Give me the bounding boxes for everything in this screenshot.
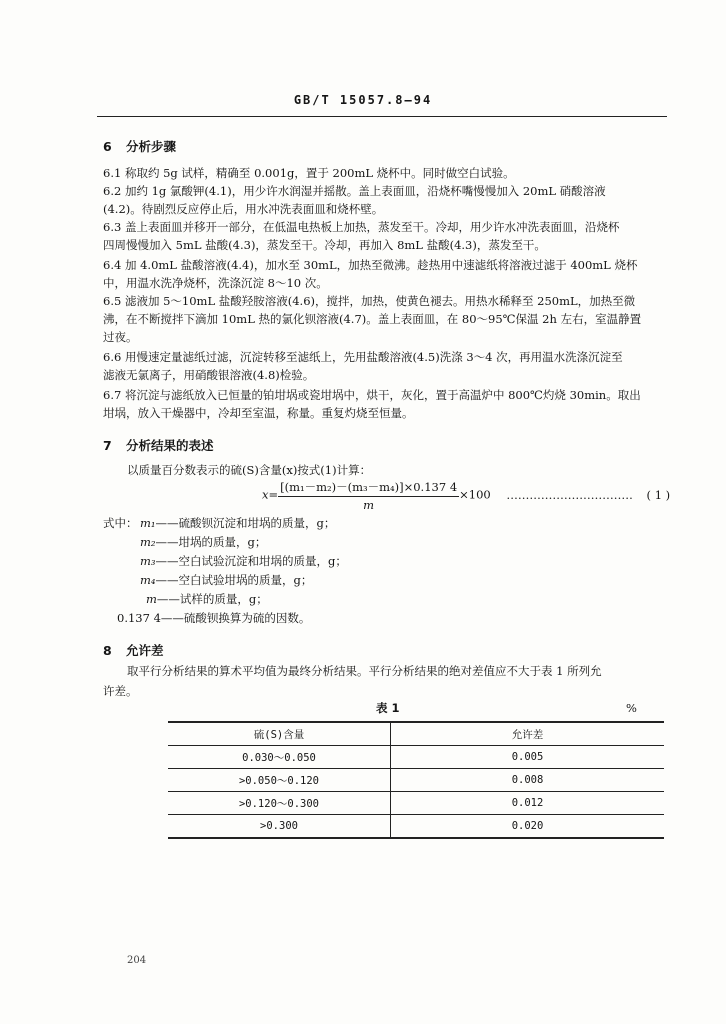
var-m4 <box>140 571 312 589</box>
formula-tail: ×100 <box>459 487 491 502</box>
formula-denominator: m <box>363 498 375 512</box>
var-factor-symbol: 0.137 4 <box>117 611 161 625</box>
step-6-6: 6.6 用慢速定量滤纸过滤，沉淀转移至滤纸上，先用盐酸溶液(4.5)洗涤 3～4 次，再用温水洗涤沉淀至 <box>103 350 623 364</box>
table-caption: 表 1 <box>376 701 400 715</box>
cell-content-range: >0.050～0.120 <box>168 769 391 792</box>
var-m4-desc: ——空白试验坩埚的质量，g； <box>155 573 313 587</box>
header-tolerance: 允许差 <box>511 728 544 741</box>
section-7-number: 7 <box>103 438 112 453</box>
var-m2 <box>140 533 266 551</box>
section-6-title: 分析步骤 <box>126 139 177 154</box>
step-6-6-cont: 滤液无氯离子，用硝酸银溶液(4.8)检验。 <box>103 368 315 382</box>
step-6-4-cont: 中，用温水洗净烧杯，洗涤沉淀 8～10 次。 <box>103 276 328 290</box>
table-row <box>168 769 664 792</box>
cell-content-range: >0.120～0.300 <box>168 792 391 815</box>
section-6-heading <box>103 137 176 155</box>
step-6-3-cont: 四周慢慢加入 5mL 盐酸(4.3)，蒸发至干。冷却，再加入 8mL 盐酸(4.3)，蒸发至干。 <box>103 238 546 252</box>
tolerance-text-cont: 许差。 <box>103 684 138 698</box>
cell-content-range: >0.300 <box>168 815 391 839</box>
cell-tolerance: 0.012 <box>511 797 544 809</box>
formula-1 <box>262 479 670 512</box>
step-6-4: 6.4 加 4.0mL 盐酸溶液(4.4)，加水至 30mL，加热至微沸。趁热用中速滤纸将溶液过滤于 400mL 烧杯 <box>103 258 638 272</box>
step-6-2-cont: (4.2)。待剧烈反应停止后，用水冲洗表面皿和烧杯壁。 <box>103 202 384 216</box>
section-7-heading <box>103 436 214 454</box>
var-m1 <box>140 514 335 532</box>
formula-fraction <box>278 479 459 512</box>
var-factor-desc: ——硫酸钡换算为硫的因数。 <box>160 611 311 625</box>
step-6-7-cont: 坩埚，放入干燥器中，冷却至室温，称量。重复灼烧至恒量。 <box>103 406 414 420</box>
section-8-number: 8 <box>103 643 112 658</box>
header-rule <box>97 116 667 117</box>
var-m1-desc: ——硫酸钡沉淀和坩埚的质量，g； <box>155 516 336 530</box>
formula-equation-number: ( 1 ) <box>646 487 671 502</box>
var-m2-desc: ——坩埚的质量，g； <box>155 535 267 549</box>
cell-tolerance: 0.008 <box>511 774 544 786</box>
cell-tolerance: 0.020 <box>511 820 544 832</box>
table-row <box>168 815 664 839</box>
var-m3-desc: ——空白试验沉淀和坩埚的质量，g； <box>155 554 347 568</box>
section-8-heading <box>103 641 164 659</box>
var-factor <box>117 609 310 627</box>
formula-dots: …………………………… <box>506 487 633 502</box>
formula-intro: 以质量百分数表示的硫(S)含量(x)按式(1)计算： <box>127 463 372 477</box>
cell-content-range: 0.030～0.050 <box>168 746 391 769</box>
step-6-1: 6.1 称取约 5g 试样，精确至 0.001g，置于 200mL 烧杯中。同时做空白试验。 <box>103 166 515 180</box>
var-m2-symbol: m₂ <box>140 535 156 549</box>
header-sulfur-content: 硫(S)含量 <box>168 722 391 746</box>
step-6-2: 6.2 加约 1g 氯酸钾(4.1)，用少许水润湿并摇散。盖上表面皿，沿烧杯嘴慢慢加入 20mL 硝酸溶液 <box>103 184 606 198</box>
var-m-desc: ——试样的质量，g； <box>156 592 268 606</box>
table-row <box>168 746 664 769</box>
page-number: 204 <box>127 955 147 966</box>
standard-number-header: GB/T 15057.8—94 <box>293 93 433 107</box>
tolerance-text: 取平行分析结果的算术平均值为最终分析结果。平行分析结果的绝对差值应不大于表 1 所列允 <box>127 664 602 678</box>
var-m4-symbol: m₄ <box>140 573 156 587</box>
step-6-5-cont: 沸，在不断搅拌下滴加 10mL 热的氯化钡溶液(4.7)。盖上表面皿，在 80～95℃保温 2h 左右，室温静置 <box>103 312 642 326</box>
section-7-title: 分析结果的表述 <box>126 438 214 453</box>
var-m3 <box>140 552 347 570</box>
cell-tolerance: 0.005 <box>511 751 544 763</box>
table-row <box>168 792 664 815</box>
table-header-row <box>168 722 664 746</box>
step-6-3: 6.3 盖上表面皿并移开一部分，在低温电热板上加热，蒸发至干。冷却，用少许水冲洗表面皿，沿烧杯 <box>103 220 620 234</box>
table-unit: % <box>626 701 637 715</box>
where-label: 式中： <box>103 516 138 530</box>
step-6-5-cont2: 过夜。 <box>103 330 138 344</box>
var-m-symbol: m <box>146 592 157 606</box>
step-6-5: 6.5 滤液加 5～10mL 盐酸羟胺溶液(4.6)，搅拌，加热，使黄色褪去。用热水稀释至 250mL，加热至微 <box>103 294 636 308</box>
var-m3-symbol: m₃ <box>140 554 156 568</box>
section-6-number: 6 <box>103 139 112 154</box>
section-8-title: 允许差 <box>126 643 164 658</box>
var-m1-symbol: m₁ <box>140 516 156 530</box>
step-6-7: 6.7 将沉淀与滤纸放入已恒量的铂坩埚或瓷坩埚中，烘干，灰化，置于高温炉中 800℃灼烧 30min。取出 <box>103 388 641 402</box>
tolerance-table <box>168 721 664 839</box>
var-m <box>146 590 268 608</box>
formula-numerator: [(m₁－m₂)－(m₃－m₄)]×0.137 4 <box>278 479 459 497</box>
formula-lhs: x= <box>262 487 279 502</box>
